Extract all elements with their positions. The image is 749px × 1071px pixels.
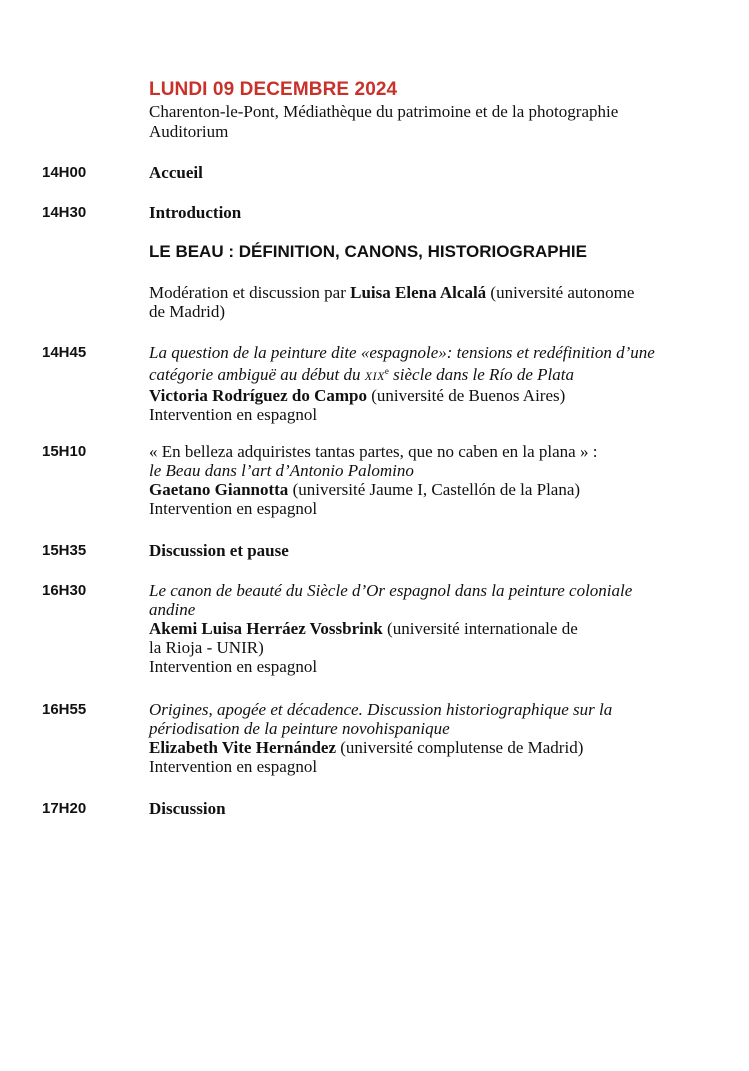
moderator-affiliation-cont: de Madrid): [149, 302, 226, 321]
section-heading: LE BEAU : DÉFINITION, CANONS, HISTORIOGRAPHIE: [149, 242, 587, 261]
talk-title-cont: andine: [149, 600, 196, 619]
entry-content: [149, 343, 729, 424]
moderator-name: Luisa Elena Alcalá: [350, 283, 487, 302]
talk-title: La question de la peinture dite «espagnole»: tensions et redéfinition d’une: [149, 343, 655, 362]
language-note: Intervention en espagnol: [149, 657, 318, 676]
language-note: Intervention en espagnol: [149, 757, 318, 776]
entry-title: Discussion et pause: [149, 541, 289, 560]
entry-title: Accueil: [149, 163, 203, 182]
entry-time: 17H20: [42, 800, 87, 817]
entry-content: [149, 442, 729, 518]
entry-time: 14H30: [42, 204, 87, 221]
entry-time: 16H30: [42, 582, 87, 599]
entry-title: Discussion: [149, 799, 226, 818]
talk-title: le Beau dans l’art d’Antonio Palomino: [149, 461, 414, 480]
day-header: [149, 79, 729, 142]
speaker-name: Victoria Rodríguez do Campo: [149, 386, 367, 405]
entry-time: 15H35: [42, 542, 87, 559]
moderation-prefix: Modération et discussion par: [149, 283, 351, 302]
entry-content: [149, 700, 729, 776]
speaker-affiliation: (université complutense de Madrid): [335, 738, 584, 757]
venue-room: Auditorium: [149, 122, 229, 141]
entry-time: 16H55: [42, 701, 87, 718]
speaker-affiliation: (université internationale de: [382, 619, 578, 638]
day-date: LUNDI 09 DECEMBRE 2024: [149, 79, 398, 100]
talk-quote: « En belleza adquiristes tantas partes, que no caben en la plana » :: [149, 442, 598, 461]
moderator-affiliation: (université autonome: [486, 283, 635, 302]
entry-title: Introduction: [149, 203, 242, 222]
entry-time: 15H10: [42, 443, 87, 460]
language-note: Intervention en espagnol: [149, 499, 318, 518]
venue-line: Charenton-le-Pont, Médiathèque du patrimoine et de la photographie: [149, 102, 619, 121]
talk-title-cont: périodisation de la peinture novohispanique: [149, 719, 450, 738]
moderation-block: [149, 283, 729, 321]
talk-title: Le canon de beauté du Siècle d’Or espagnol dans la peinture coloniale: [149, 581, 633, 600]
speaker-name: Gaetano Giannotta: [149, 480, 289, 499]
entry-time: 14H45: [42, 344, 87, 361]
speaker-affiliation-cont: la Rioja - UNIR): [149, 638, 264, 657]
entry-time: 14H00: [42, 164, 87, 181]
talk-title: Origines, apogée et décadence. Discussion historiographique sur la: [149, 700, 613, 719]
speaker-name: Akemi Luisa Herráez Vossbrink: [149, 619, 383, 638]
speaker-affiliation: (université de Buenos Aires): [367, 386, 566, 405]
speaker-affiliation: (université Jaume I, Castellón de la Plana): [288, 480, 581, 499]
talk-title-cont: catégorie ambiguë au début du XIXe siècle dans le Río de Plata: [149, 365, 574, 384]
language-note: Intervention en espagnol: [149, 405, 318, 424]
entry-content: [149, 581, 729, 676]
speaker-name: Elizabeth Vite Hernández: [149, 738, 336, 757]
